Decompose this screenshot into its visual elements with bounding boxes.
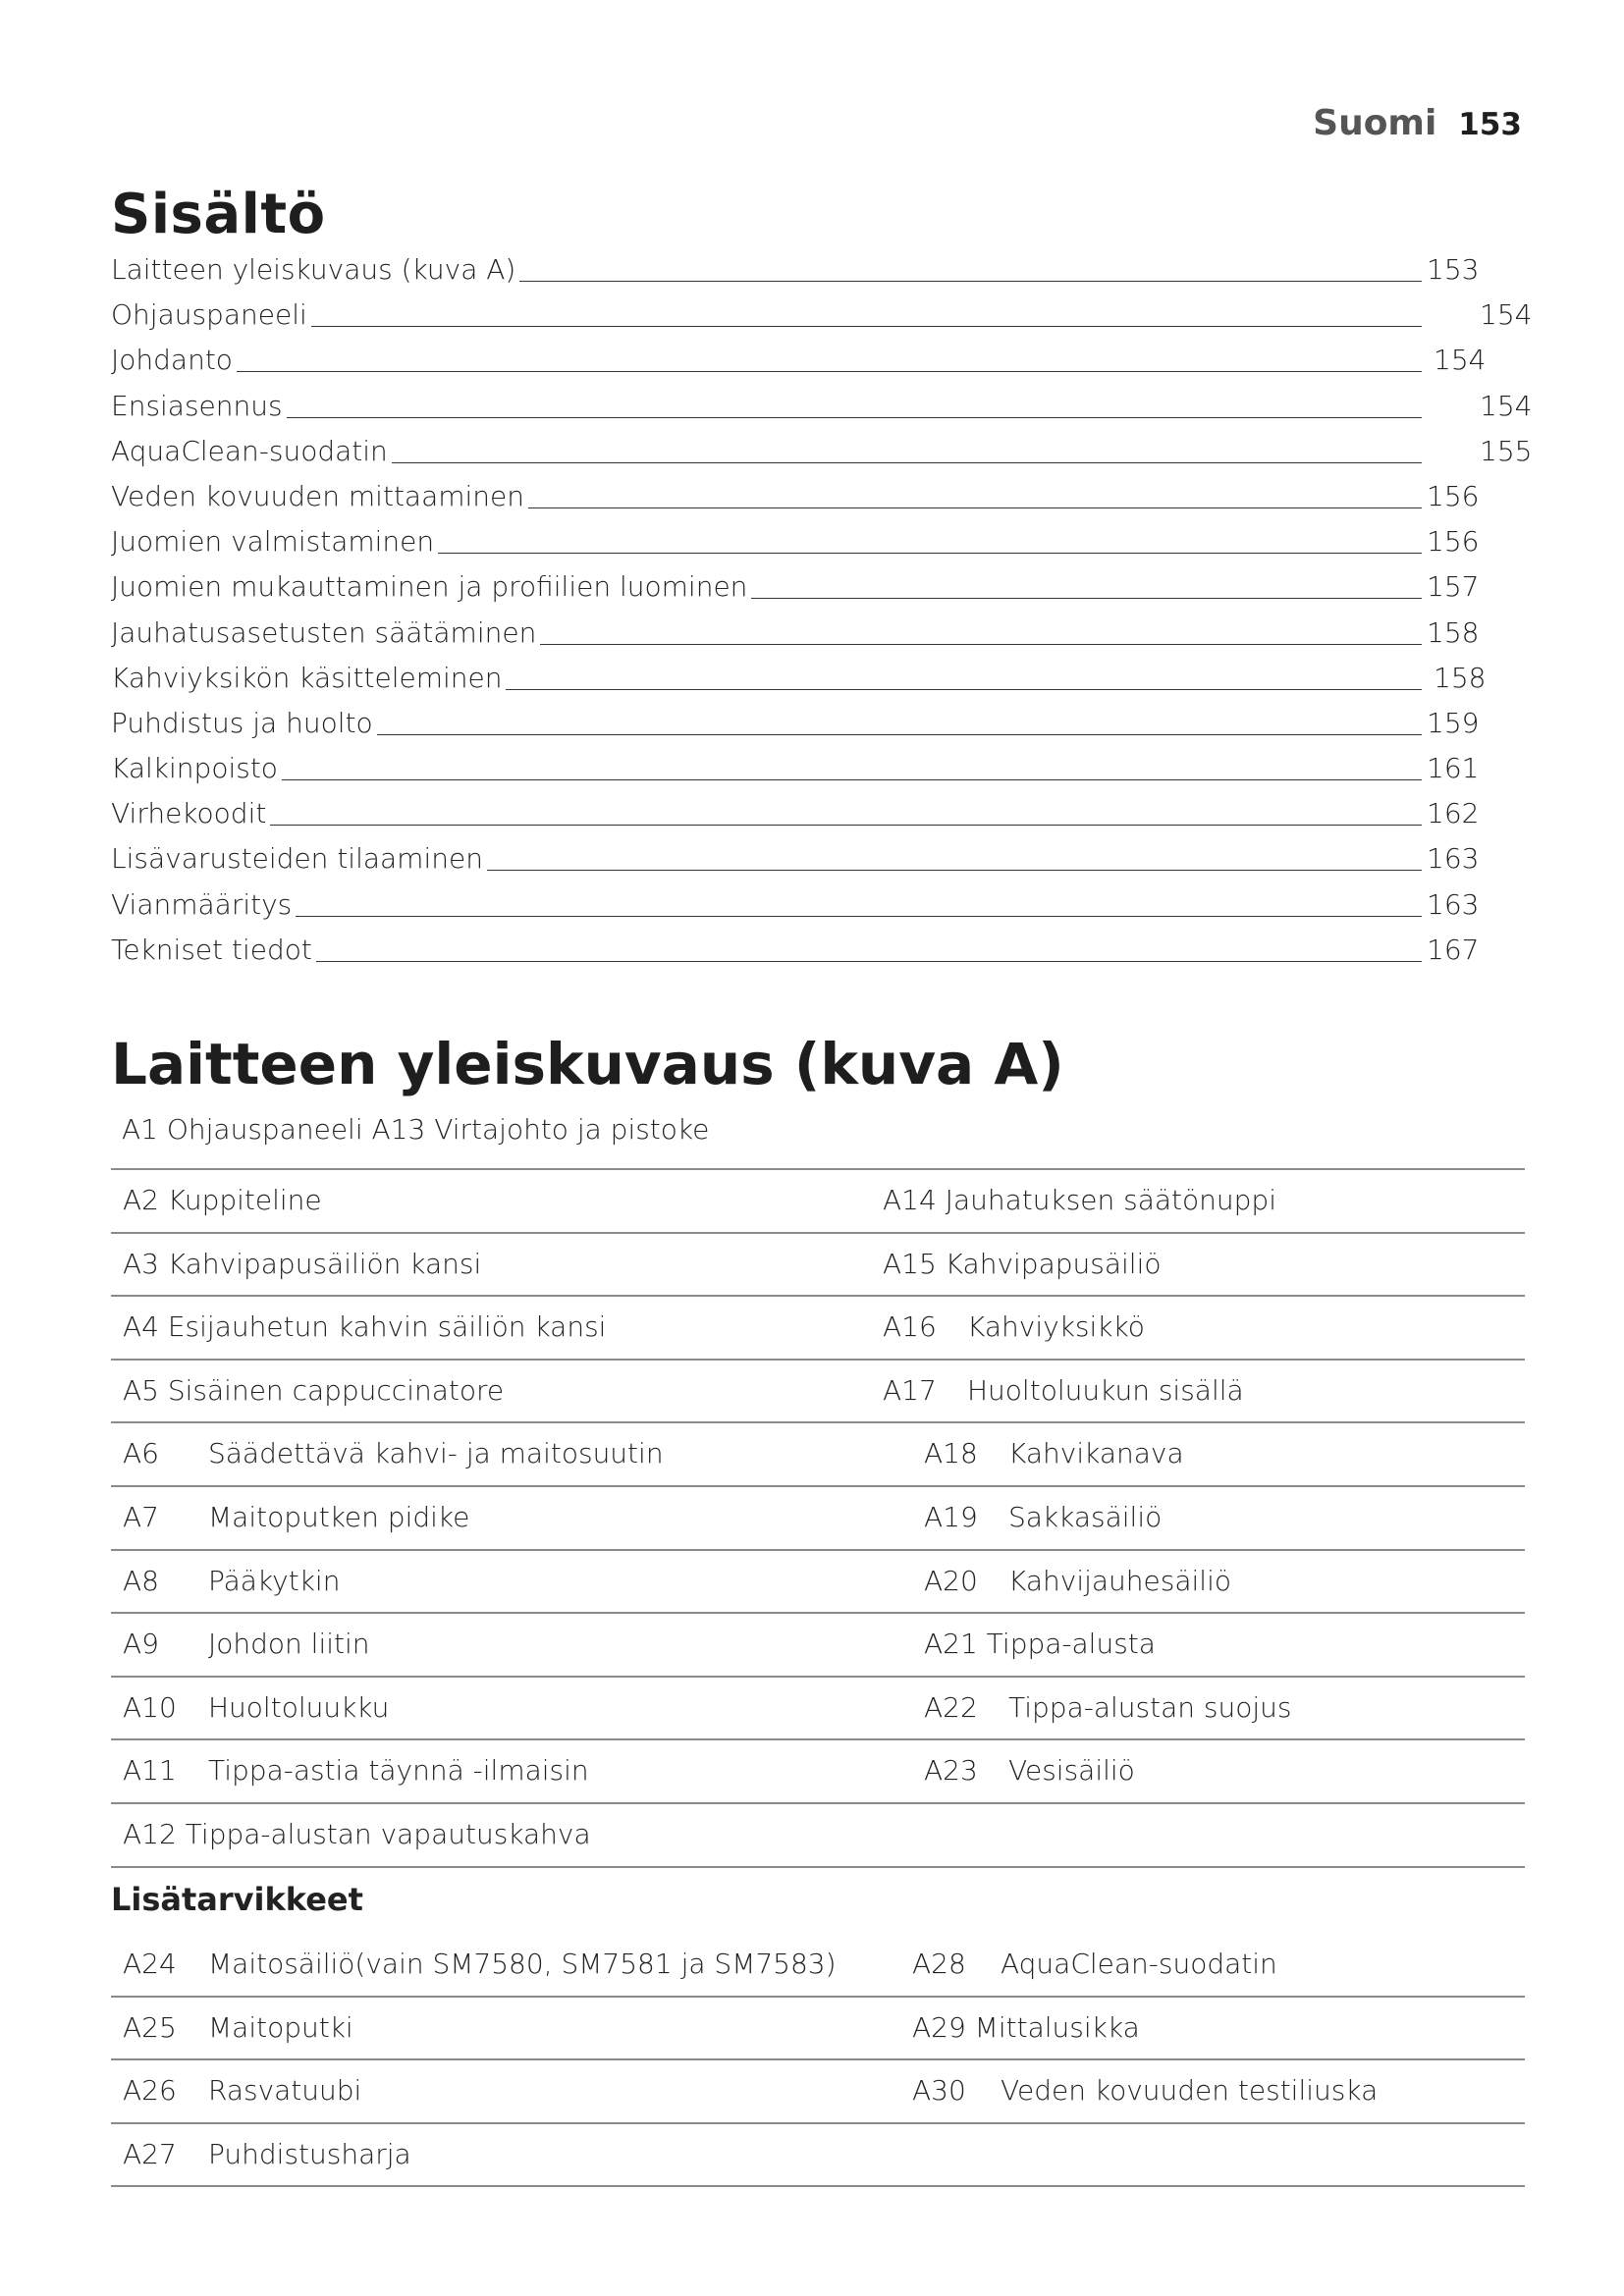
toc-entry-page: 157: [1427, 570, 1480, 604]
table-row: [111, 1612, 1525, 1676]
part-code: A26: [123, 2074, 177, 2108]
part-name: Kahvikanava: [1008, 1437, 1184, 1470]
toc-leader-line: [111, 371, 1422, 372]
part-name: Pääkytkin: [208, 1564, 341, 1597]
part-name: Kahviyksikkö: [967, 1310, 1145, 1344]
table-row: [111, 1802, 1525, 1868]
toc-entry[interactable]: [111, 932, 1525, 977]
part-name: Maitosäiliö(vain SM7580, SM7581 ja SM7583): [208, 1948, 837, 1980]
table-row: [111, 1359, 1525, 1422]
part-name: Kahvijauhesäiliö: [1008, 1564, 1231, 1597]
toc-entry[interactable]: [111, 296, 1533, 342]
overview-intro: A1 Ohjauspaneeli A13 Virtajohto ja pistoke: [122, 1113, 710, 1146]
part-label: A29 Mittalusikka: [912, 2010, 1140, 2044]
toc-entry-label: Juomien mukauttaminen ja profiilien luominen: [111, 568, 751, 606]
toc-entry-page: 154: [1480, 389, 1533, 422]
toc-leader-line: [111, 417, 1422, 418]
part-label: A12 Tippa-alustan vapautuskahva: [123, 1817, 591, 1850]
accessories-table: [111, 1934, 1525, 2187]
part-name: Vesisäiliö: [1008, 1754, 1135, 1788]
toc-entry-label: Puhdistus ja huolto: [111, 705, 377, 742]
toc-entry-page: 154: [1434, 344, 1487, 377]
toc-entry[interactable]: [111, 750, 1525, 795]
toc-entry[interactable]: [111, 886, 1525, 932]
toc-entry-label: Juomien valmistaminen: [111, 523, 438, 561]
part-code: A20: [924, 1564, 978, 1597]
part-code: A7: [123, 1500, 159, 1533]
toc-entry[interactable]: [111, 388, 1533, 433]
toc-entry[interactable]: [111, 251, 1525, 296]
toc-entry-label: Tekniset tiedot: [111, 932, 316, 969]
part-name: Veden kovuuden testiliuska: [1001, 2074, 1379, 2108]
table-row: [111, 2122, 1525, 2188]
toc-entry-page: 158: [1427, 615, 1480, 649]
part-name: Johdon liitin: [208, 1628, 370, 1661]
toc-leader-line: [111, 825, 1422, 826]
part-code: A30: [912, 2074, 966, 2108]
accessories-title: Lisätarvikkeet: [111, 1881, 363, 1918]
toc-entry-page: 162: [1427, 797, 1480, 830]
part-code: A6: [123, 1437, 159, 1470]
toc-entry[interactable]: [111, 433, 1533, 478]
part-name: AquaClean-suodatin: [1001, 1948, 1277, 1980]
part-code: A8: [123, 1564, 159, 1597]
table-row: [111, 1934, 1525, 1996]
part-name: Rasvatuubi: [208, 2074, 362, 2108]
part-code: A11: [123, 1754, 177, 1788]
part-code: A28: [912, 1948, 966, 1980]
toc-entry[interactable]: [111, 705, 1525, 750]
part-code: A22: [924, 1690, 978, 1724]
toc-entry-page: 156: [1427, 479, 1480, 512]
toc-entry[interactable]: [111, 342, 1525, 387]
table-row: [111, 1168, 1525, 1232]
table-row: [111, 1996, 1525, 2059]
toc-leader-line: [111, 916, 1422, 917]
part-name: Säädettävä kahvi- ja maitosuutin: [208, 1437, 664, 1470]
part-name: Huoltoluukun sisällä: [967, 1373, 1244, 1407]
part-label: A2 Kuppiteline: [123, 1184, 322, 1216]
part-name: Huoltoluukku: [208, 1690, 390, 1724]
table-row: [111, 1295, 1525, 1359]
toc-entry[interactable]: [111, 840, 1525, 885]
toc-entry[interactable]: [111, 568, 1525, 614]
part-label: A4 Esijauhetun kahvin säiliön kansi: [123, 1310, 607, 1344]
table-row: [111, 1232, 1525, 1296]
toc-entry-label: Kalkinpoisto: [111, 750, 282, 787]
part-code: A16: [883, 1310, 937, 1344]
table-row: [111, 1738, 1525, 1802]
toc-entry[interactable]: [111, 478, 1525, 523]
toc-entry-label: Virhekoodit: [111, 795, 270, 832]
toc-entry-page: 155: [1480, 434, 1533, 467]
parts-table: [111, 1168, 1525, 1868]
toc-entry-page: 163: [1427, 842, 1480, 876]
part-code: A18: [924, 1437, 978, 1470]
table-row: [111, 2058, 1525, 2122]
part-code: A24: [123, 1948, 177, 1980]
toc-entry-page: 153: [1427, 253, 1480, 286]
toc-entry-page: 163: [1427, 887, 1480, 921]
toc-entry-label: Veden kovuuden mittaaminen: [111, 478, 528, 515]
toc-entry-label: Vianmääritys: [111, 886, 296, 924]
toc-entry-label: Ohjauspaneeli: [111, 296, 311, 334]
part-name: Puhdistusharja: [208, 2137, 411, 2170]
table-row: [111, 1676, 1525, 1739]
toc-entry-label: Johdanto: [111, 342, 237, 379]
toc-entry-page: 159: [1427, 706, 1480, 739]
toc-entry[interactable]: [111, 523, 1525, 568]
part-code: A17: [883, 1373, 937, 1407]
toc-entry[interactable]: [111, 795, 1525, 840]
table-of-contents: [111, 251, 1533, 977]
toc-entry-label: Laitteen yleiskuvaus (kuva A): [111, 251, 519, 289]
toc-entry-page: 161: [1427, 752, 1480, 785]
part-label: A14 Jauhatuksen säätönuppi: [883, 1184, 1276, 1216]
part-code: A9: [123, 1628, 159, 1661]
part-name: Maitoputken pidike: [208, 1500, 470, 1533]
page-header: [1313, 103, 1522, 143]
part-label: A3 Kahvipapusäiliön kansi: [123, 1247, 482, 1280]
language-label: Suomi: [1313, 103, 1437, 143]
toc-title: Sisältö: [111, 183, 326, 246]
toc-entry-page: 156: [1427, 525, 1480, 559]
part-code: A25: [123, 2010, 177, 2044]
toc-entry-page: 158: [1434, 661, 1487, 694]
toc-entry-page: 154: [1480, 298, 1533, 332]
part-name: Tippa-alustan suojus: [1008, 1690, 1292, 1724]
toc-entry-label: AquaClean-suodatin: [111, 433, 392, 470]
toc-entry-label: Ensiasennus: [111, 388, 287, 425]
toc-leader-line: [111, 779, 1422, 780]
toc-entry-label: Kahviyksikön käsitteleminen: [111, 660, 506, 697]
toc-entry[interactable]: [111, 660, 1525, 705]
toc-entry-label: Lisävarusteiden tilaaminen: [111, 840, 487, 878]
part-code: A27: [123, 2137, 177, 2170]
part-name: Maitoputki: [208, 2010, 353, 2044]
toc-entry-label: Jauhatusasetusten säätäminen: [111, 614, 540, 652]
part-label: A5 Sisäinen cappuccinatore: [123, 1373, 505, 1407]
toc-entry[interactable]: [111, 614, 1525, 660]
part-code: A23: [924, 1754, 978, 1788]
part-label: A15 Kahvipapusäiliö: [883, 1247, 1162, 1280]
page-number: 153: [1458, 107, 1522, 142]
table-row: [111, 1549, 1525, 1613]
part-name: Tippa-astia täynnä -ilmaisin: [208, 1754, 589, 1788]
part-label: A21 Tippa-alusta: [924, 1628, 1156, 1661]
overview-title: Laitteen yleiskuvaus (kuva A): [111, 1031, 1064, 1097]
toc-entry-page: 167: [1427, 933, 1480, 966]
table-row: [111, 1421, 1525, 1485]
part-name: Sakkasäiliö: [1008, 1500, 1163, 1533]
part-code: A19: [924, 1500, 978, 1533]
part-code: A10: [123, 1690, 177, 1724]
table-row: [111, 1485, 1525, 1549]
